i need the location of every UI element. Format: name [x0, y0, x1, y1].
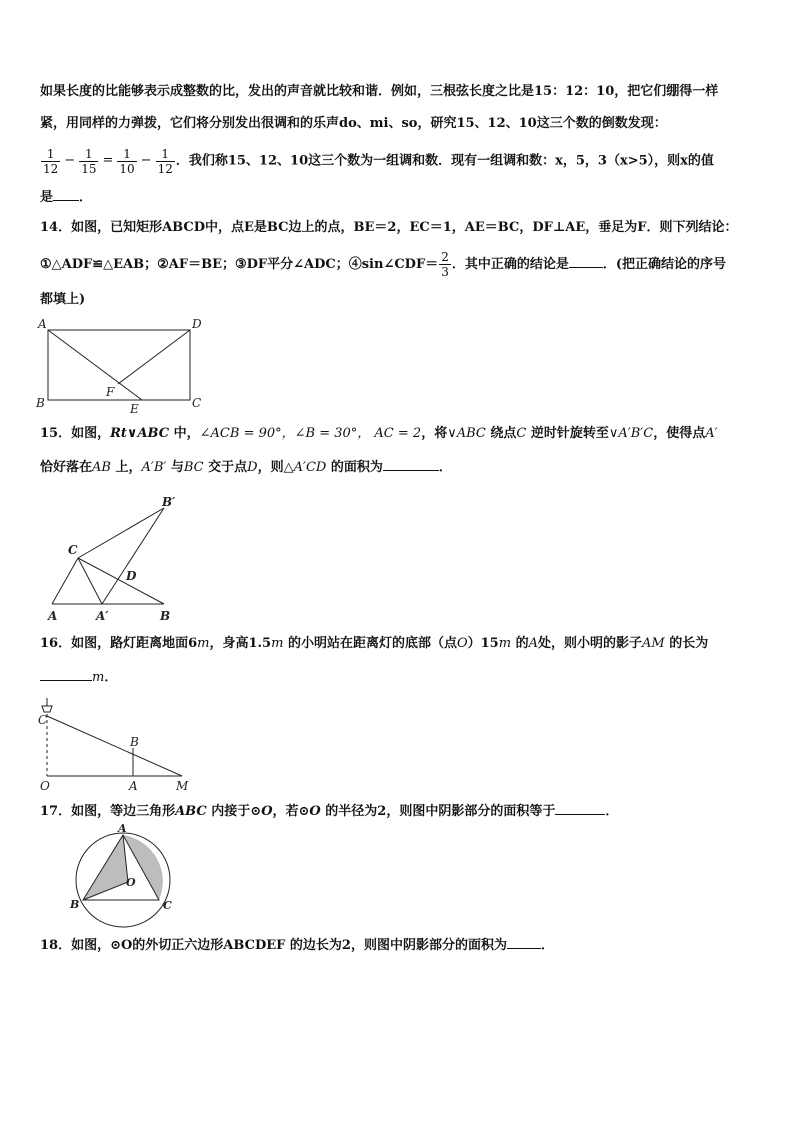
q18-line1: 18．如图，⊙O的外切正六边形ABCDEF 的边长为2，则图中阴影部分的面积为 ． — [40, 934, 762, 956]
q15-line2: 恰好落在AB 上，A′B′ 与BC 交于点D，则△A′CD 的面积为 ． — [40, 456, 762, 478]
label-C: C — [38, 713, 48, 727]
label-D: D — [192, 317, 202, 331]
label-O: O — [126, 876, 136, 889]
q14-line3: 都填上) — [40, 292, 86, 307]
label-A: A — [48, 609, 58, 623]
q14-line1: 14．如图，已知矩形ABCD中，点E是BC边上的点，BE＝2，EC＝1，AE＝BC，DF⊥AE，垂足为F．则下列结论： — [40, 220, 738, 235]
label-C: C — [68, 543, 78, 557]
label-F: F — [106, 385, 115, 399]
answer-blank[interactable] — [555, 800, 605, 815]
q13-line2: 紧，用同样的力弹拨，它们将分别发出很调和的乐声do、mi、so，研究15、12、10这三个数的倒数发现： — [40, 116, 667, 131]
label-D: D — [126, 569, 137, 583]
label-E: E — [130, 402, 139, 416]
q16-line1: 16．如图，路灯距离地面6m，身高1.5m 的小明站在距离灯的底部（点O）15m 的A处，则小明的影子AM 的长为 — [40, 636, 709, 651]
fraction: $\frac{1}{12}$ — [157, 146, 173, 176]
q13-line4: 是 ． — [40, 186, 762, 208]
fraction: $\frac{1}{10}$ — [119, 146, 135, 176]
label-A: A — [118, 822, 127, 835]
label-A-prime: A′ — [96, 609, 109, 623]
label-B: B — [70, 898, 80, 911]
q17-line1: 17．如图，等边三角形ABC 内接于⊙O，若⊙O 的半径为2，则图中阴影部分的面积等于 ． — [40, 800, 762, 822]
label-A: A — [38, 317, 47, 331]
fraction: $\frac{1}{12}$ — [43, 146, 59, 176]
fraction: $\frac{2}{3}$ — [441, 250, 449, 279]
q13-line1: 如果长度的比能够表示成整数的比，发出的声音就比较和谐．例如，三根弦长度之比是15：12：10，把它们绷得一样 — [40, 84, 719, 99]
q16-streetlight-figure — [34, 696, 194, 796]
label-B-prime: B′ — [162, 495, 176, 509]
label-A: A — [129, 779, 138, 793]
label-B: B — [130, 735, 139, 749]
label-O: O — [40, 779, 50, 793]
q15-rotation-figure — [40, 494, 190, 624]
label-B: B — [36, 396, 45, 410]
answer-blank[interactable] — [40, 666, 92, 681]
answer-blank[interactable] — [569, 253, 603, 268]
answer-blank[interactable] — [53, 186, 79, 201]
q14-rectangle-figure — [30, 312, 210, 417]
q15-line1: 15．如图，Rt∨ABC 中，∠ACB = 90°，∠B = 30°， AC = 2，将∨ABC 绕点C 逆时针旋转至∨A′B′C，使得点A′ — [40, 426, 718, 441]
label-M: M — [176, 779, 189, 793]
label-B: B — [160, 609, 171, 623]
q16-line2: m． — [40, 666, 762, 688]
q13-line3: $\frac{1}{12}$ − $\frac{1}{15}$ = $\frac{1}{10}$ − $\frac{1}{12}$ ．我们称15、12、10这三个数为一组调和数．现有一组调和数：x，5，3（x>5），则x的值 — [43, 146, 714, 176]
answer-blank[interactable] — [507, 934, 541, 949]
label-C: C — [163, 899, 172, 912]
q13-line3-text: ．我们称15、12、10这三个数为一组调和数．现有一组调和数：x，5，3（x>5），则x的值 — [175, 153, 714, 169]
fraction: $\frac{1}{15}$ — [81, 146, 97, 176]
q17-circle-figure — [64, 820, 184, 930]
answer-blank[interactable] — [383, 456, 439, 471]
label-C: C — [192, 396, 202, 410]
q14-line2: ①△ADF≌△EAB；②AF＝BE；③DF平分∠ADC；④sin∠CDF＝ $\frac{2}{3}$ ．其中正确的结论是 ．(把正确结论的序号 — [40, 250, 727, 279]
